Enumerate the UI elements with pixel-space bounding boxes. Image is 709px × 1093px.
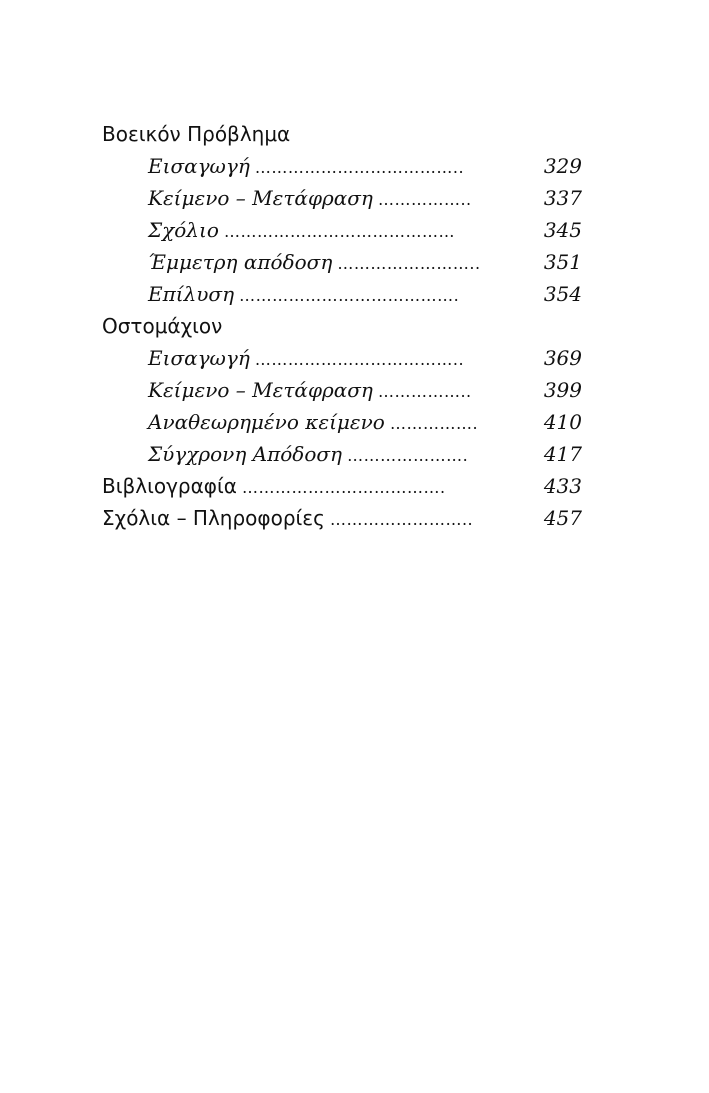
- leader-dots: ……………………………………: [223, 222, 455, 241]
- leader-dots: ………………………………….: [239, 286, 460, 305]
- leader-dots: ……………………..: [329, 510, 474, 529]
- page-number: 369: [543, 346, 582, 370]
- entry-label: Αναθεωρημένο κείμενο: [148, 410, 385, 434]
- toc-entry-notes[interactable]: [102, 502, 592, 534]
- entry-label: Σχόλιο: [148, 218, 219, 242]
- leader-dots: ………………………………..: [254, 158, 465, 177]
- toc-entry[interactable]: [102, 246, 592, 278]
- toc-entry[interactable]: [102, 438, 592, 470]
- entry-label: Έμμετρη απόδοση: [148, 250, 333, 274]
- page-number: 337: [543, 186, 582, 210]
- page-number: 399: [543, 378, 582, 402]
- entry-label: Κείμενο – Μετάφραση: [148, 378, 373, 402]
- toc-entry[interactable]: [102, 150, 592, 182]
- entry-label: Βιβλιογραφία: [102, 474, 237, 498]
- leader-dots: …………….: [389, 414, 479, 433]
- entry-label: Εισαγωγή: [148, 346, 250, 370]
- leader-dots: ……………………..: [337, 254, 481, 273]
- toc-entry[interactable]: [102, 214, 592, 246]
- toc-entry[interactable]: [102, 278, 592, 310]
- page-number: 433: [543, 474, 582, 498]
- leader-dots: ……………..: [377, 382, 472, 401]
- toc-entry[interactable]: [102, 182, 592, 214]
- page-number: 329: [543, 154, 582, 178]
- entry-label: Κείμενο – Μετάφραση: [148, 186, 373, 210]
- table-of-contents: [102, 118, 592, 534]
- page-number: 457: [543, 506, 582, 530]
- page-number: 410: [543, 410, 582, 434]
- entry-label: Σύγχρονη Απόδοση: [148, 442, 343, 466]
- entry-label: Επίλυση: [148, 282, 235, 306]
- toc-entry[interactable]: [102, 374, 592, 406]
- leader-dots: ………………………………..: [254, 350, 465, 369]
- toc-entry[interactable]: [102, 342, 592, 374]
- leader-dots: ……………..: [377, 190, 472, 209]
- page-number: 417: [543, 442, 582, 466]
- leader-dots: ……………………………….: [242, 478, 446, 497]
- toc-entry[interactable]: [102, 406, 592, 438]
- entry-label: Εισαγωγή: [148, 154, 250, 178]
- section-title-ostomachion: Οστομάχιον: [102, 314, 223, 338]
- leader-dots: ………………….: [347, 446, 469, 465]
- toc-entry-bibliography[interactable]: [102, 470, 592, 502]
- page-number: 354: [543, 282, 582, 306]
- page-number: 345: [543, 218, 582, 242]
- section-title-boeikon: Βοεικόν Πρόβλημα: [102, 122, 291, 146]
- entry-label: Σχόλια – Πληροφορίες: [102, 506, 325, 530]
- page-number: 351: [543, 250, 582, 274]
